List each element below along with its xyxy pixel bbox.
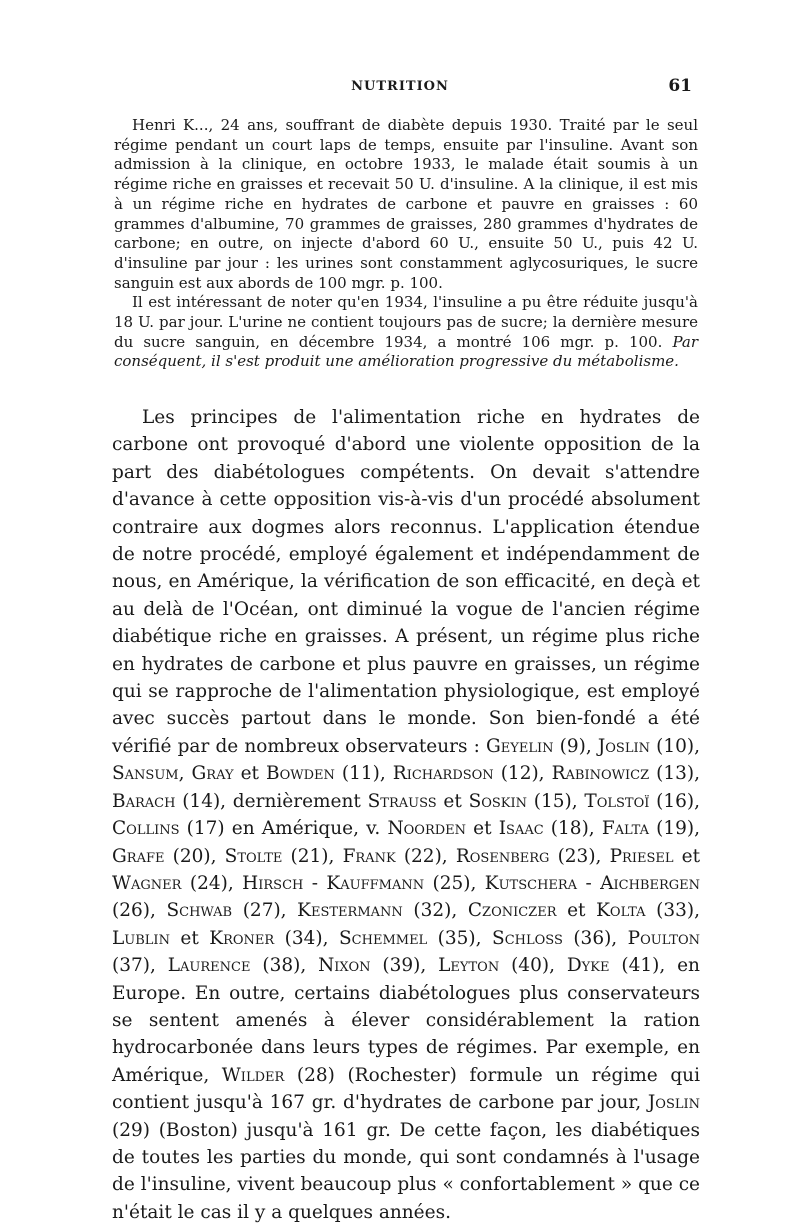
text-run: (21), — [282, 845, 343, 867]
author-name: Priesel — [609, 845, 674, 867]
case-paragraph-2 — [114, 293, 698, 372]
text-run: (16), — [649, 790, 700, 812]
author-name: Collins — [112, 818, 180, 840]
author-name: Kestermann — [297, 900, 403, 922]
case-paragraph-2-text: Il est intéressant de noter qu'en 1934, l'insuline a pu être réduite jusqu'à 18 U. par jour. L'urine ne contient toujours pas de sucre; la dernière mesure du sucre sanguin, en décembre 1934, a montré 106 mgr. p. 100. — [114, 293, 698, 351]
text-run: (39), — [370, 955, 439, 977]
text-run: (12), — [493, 763, 552, 785]
text-run: et — [169, 927, 210, 949]
text-run: et — [466, 818, 499, 840]
text-run: et — [233, 763, 266, 785]
author-name: Schloss — [492, 927, 563, 949]
text-run: (34), — [274, 927, 339, 949]
text-run: (32), — [402, 900, 468, 922]
author-name: Falta — [601, 818, 649, 840]
text-run: et — [436, 790, 469, 812]
author-name: Kolta — [596, 900, 646, 922]
text-run: (27), — [232, 900, 298, 922]
author-name: Isaac — [498, 818, 544, 840]
author-name: Nixon — [318, 955, 371, 977]
author-name: Noorden — [387, 818, 467, 840]
author-name: Tolstoï — [584, 790, 650, 812]
author-name: Sansum — [112, 763, 179, 785]
author-name: Strauss — [367, 790, 437, 812]
text-run: et — [556, 900, 597, 922]
author-name: Rabinowicz — [551, 763, 650, 785]
text-run: (41), en Europe. En outre, certains diabétologues plus conservateurs se sentent amenés à élever considérablement la ration hydrocarbonée dans leurs types de régimes. Par exemple, en Amérique, — [112, 955, 700, 1086]
author-name: Joslin — [597, 735, 650, 757]
text-run: (10), — [649, 735, 700, 757]
author-name: Frank — [342, 845, 396, 867]
text-run: (14), dernièrement — [175, 790, 368, 812]
author-name: Kroner — [209, 927, 275, 949]
author-name: Poulton — [627, 927, 701, 949]
text-run: (9), — [553, 735, 598, 757]
main-paragraph — [112, 404, 700, 1226]
text-run: (15), — [527, 790, 585, 812]
author-name: Wilder — [221, 1064, 285, 1086]
text-run: (17) en Amérique, v. — [179, 818, 388, 840]
text-run: (28) (Rochester) formule un régime qui contient jusqu'à 167 gr. d'hydrates de carbone par jour, — [112, 1064, 700, 1114]
text-run: (18), — [543, 818, 602, 840]
text-run: (13), — [649, 763, 700, 785]
author-name: Richardson — [392, 763, 494, 785]
author-name: Laurence — [167, 955, 251, 977]
author-name: Barach — [112, 790, 176, 812]
author-name: Lublin — [112, 927, 170, 949]
text-run: (23), — [549, 845, 610, 867]
text-run: (37), — [112, 955, 168, 977]
text-run: (38), — [250, 955, 319, 977]
text-run: (35), — [427, 927, 493, 949]
author-name: Kutschera - Aichbergen — [484, 872, 700, 894]
case-paragraph-1: Henri K..., 24 ans, souffrant de diabète depuis 1930. Traité par le seul régime pendant un court laps de temps, ensuite par l'insuline. Avant son admission à la clinique, en octobre 1933, le malade était soumis à un régime riche en graisses et recevait 50 U. d'insuline. A la clinique, il est mis à un régime riche en hydrates de carbone et pauvre en graisses : 60 grammes d'albumine, 70 grammes de graisses, 280 grammes d'hydrates de carbone; en outre, on injecte d'abord 60 U., ensuite 50 U., puis 42 U. d'insuline par jour : les urines sont constamment aglycosuriques, le sucre sanguin est aux abords de 100 mgr. p. 100. — [114, 116, 698, 292]
running-title: NUTRITION — [351, 79, 449, 94]
text-run: (26), — [112, 900, 167, 922]
author-name: Rosenberg — [455, 845, 550, 867]
author-name: Leyton — [438, 955, 500, 977]
text-run: (40), — [499, 955, 567, 977]
author-name: Grafe — [112, 845, 165, 867]
text-run: (11), — [334, 763, 393, 785]
author-name: Joslin — [647, 1092, 700, 1114]
page-number: 61 — [668, 76, 692, 96]
author-name: Schemmel — [339, 927, 428, 949]
case-report — [114, 116, 698, 372]
text-run: (20), — [164, 845, 225, 867]
author-name: Bowden — [265, 763, 335, 785]
text-run: Les principes de l'alimentation riche en hydrates de carbone ont provoqué d'abord une violente opposition de la part des diabétologues compétents. On devait s'attendre d'avance à cette opposition vis-à-vis d'un procédé absolument contraire aux dogmes alors reconnus. L'application étendue de notre procédé, employé également et indépendamment de nous, en Amérique, la vérification de son efficacité, en deçà et au delà de l'Océan, ont diminué la vogue de l'ancien régime diabétique riche en graisses. A présent, un régime plus riche en hydrates de carbone et plus pauvre en graisses, un régime qui se rapproche de l'alimentation physiologique, est employé avec succès partout dans le monde. Son bien-fondé a été vérifié par de nombreux observateurs : — [112, 407, 700, 757]
author-name: Geyelin — [486, 735, 554, 757]
author-name: Gray — [191, 763, 234, 785]
text-run: (29) (Boston) jusqu'à 161 gr. De cette façon, les diabétiques de toutes les parties du monde, qui sont condamnés à l'usage de l'insuline, vivent beaucoup plus « confortablement » que ce n'était le cas il y a quelques années. — [112, 1119, 700, 1223]
text-run: (25), — [424, 872, 485, 894]
text-run: , — [178, 763, 192, 785]
author-name: Dyke — [566, 955, 610, 977]
main-text — [112, 404, 700, 1226]
author-name: Soskin — [468, 790, 528, 812]
author-name: Schwab — [166, 900, 233, 922]
text-run: (33), — [645, 900, 700, 922]
author-name: Wagner — [112, 872, 182, 894]
text-run: et — [673, 845, 701, 867]
author-name: Hirsch - Kauffmann — [242, 872, 425, 894]
text-run: (19), — [648, 818, 700, 840]
author-name: Stolte — [224, 845, 283, 867]
text-run: (24), — [181, 872, 243, 894]
case-conclusion: Par conséquent, il s'est produit une amélioration progressive du métabolisme. — [114, 332, 698, 371]
author-name: Czoniczer — [467, 900, 557, 922]
text-run: (22), — [395, 845, 456, 867]
text-run: (36), — [562, 927, 628, 949]
